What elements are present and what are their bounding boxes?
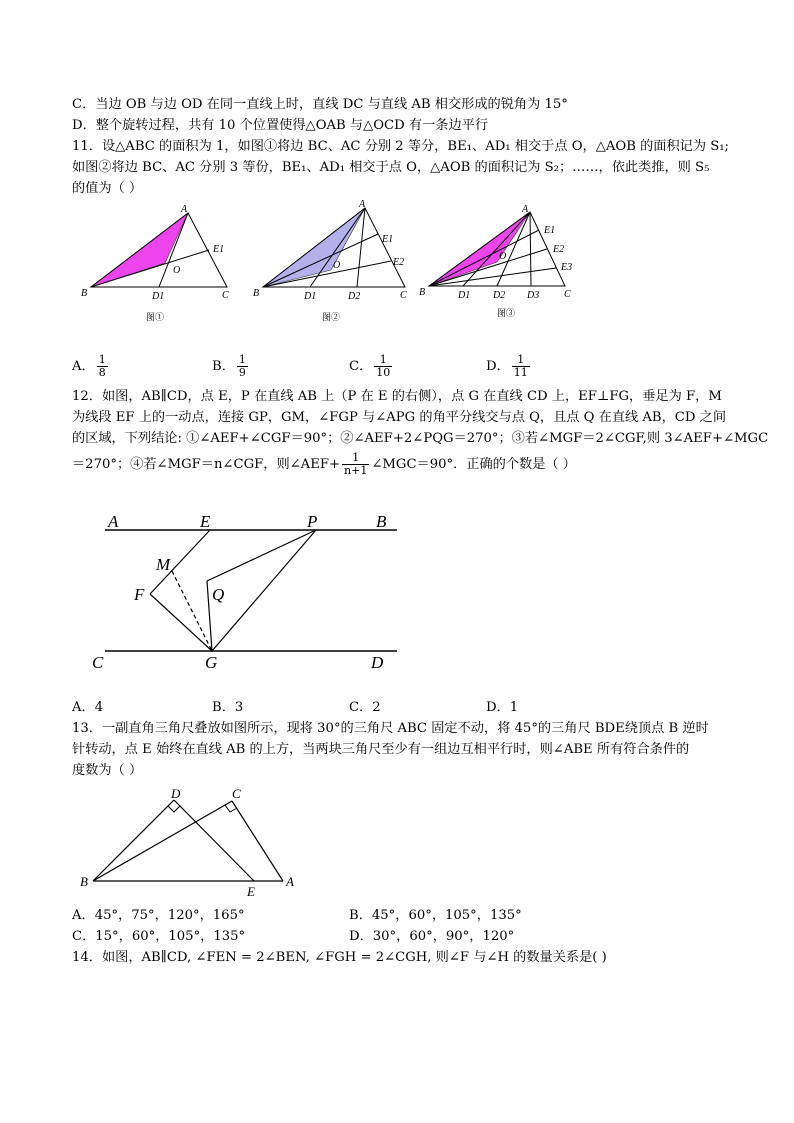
q12-label-a: A [108, 512, 119, 531]
q11-text-line3: 的值为（ ） [72, 181, 143, 196]
q12-fraction [342, 452, 369, 477]
q13-option-d: D．30°，60°，90°，120° [349, 929, 515, 944]
q12-label-f: F [134, 585, 145, 604]
q13-segment-ca [232, 801, 283, 881]
q13-label-d: D [171, 786, 181, 801]
q10-option-d: D．整个旋转过程，共有 10 个位置使得△OAB 与△OCD 有一条边平行 [72, 118, 489, 133]
q11-option-d-denominator: 11 [513, 366, 528, 379]
q12-label-q: Q [212, 585, 225, 604]
q11-option-a-label: A． [72, 359, 95, 374]
q12-text-line4 [72, 452, 576, 477]
q13-text-line3: 度数为（ ） [72, 763, 143, 778]
q13-segment-bc [93, 801, 232, 881]
q12-text-line2: 为线段 EF 上的一动点，连接 GP，GM，∠FGP 与∠APG 的角平分线交与点 Q，且点 Q 在直线 AB，CD 之间 [72, 410, 727, 425]
q12-fraction-denominator: n+1 [344, 464, 368, 477]
q10-option-c: C．当边 OB 与边 OD 在同一直线上时，直线 DC 与直线 AB 相交形成的锐角为 15° [72, 97, 568, 112]
q13-label-a: A [286, 874, 294, 889]
q11-option-b-fraction [237, 354, 248, 379]
q12-text-line3: 的区域，下列结论: ①∠AEF+∠CGF＝90°；②∠AEF+2∠PQG＝270°；③若∠MGF＝2∠CGF,则 3∠AEF+∠MGC [72, 431, 769, 446]
fig1-label-c: C [222, 290, 229, 301]
q11-option-a-fraction [97, 354, 108, 379]
fig2-label-e1: E1 [382, 234, 394, 245]
q13-option-a: A．45°，75°，120°，165° [72, 908, 245, 923]
q12-option-b: B．3 [212, 700, 244, 715]
fig1-label-a: A [181, 204, 188, 215]
q12-text-line1: 12．如图，AB∥CD，点 E，P 在直线 AB 上（P 在 E 的右侧），点 G 在直线 CD 上，EF⊥FG，垂足为 F，M [72, 389, 722, 404]
q11-option-a [72, 354, 110, 379]
q13-label-e: E [247, 884, 255, 899]
fig3-label-a: A [522, 204, 529, 215]
q12-segment-gm-dashed [172, 571, 212, 651]
q11-option-b-numerator: 1 [238, 353, 246, 366]
fig1-caption: 图① [146, 312, 165, 322]
q11-option-c-label: C． [349, 359, 373, 374]
fig2-caption: 图② [322, 312, 341, 322]
fig1-label-e1: E1 [213, 244, 225, 255]
q12-option-c: C．2 [349, 700, 381, 715]
q11-option-d [486, 354, 532, 379]
q11-option-a-numerator: 1 [98, 353, 106, 366]
q11-text-line2: 如图②将边 BC、AC 分别 3 等份，BE₁、AD₁ 相交于点 O，△AOB 的面积记为 S₂；……，依此类推，则 S₅ [72, 160, 710, 175]
q11-option-c [349, 354, 394, 379]
q14-text-line1: 14．如图，AB∥CD, ∠FEN = 2∠BEN, ∠FGH = 2∠CGH, 则∠F 与∠H 的数量关系是( ) [72, 950, 607, 965]
q11-option-a-denominator: 8 [98, 366, 106, 379]
fig3-label-d3: D3 [527, 290, 540, 301]
q13-segment-de [174, 800, 254, 881]
q13-text-line2: 针转动，点 E 始终在直线 AB 的上方，当两块三角尺至少有一组边互相平行时，则∠ABE 所有符合条件的 [72, 742, 690, 757]
q11-option-d-numerator: 1 [512, 354, 530, 367]
q11-option-d-fraction [512, 354, 530, 379]
q13-segment-bd [93, 800, 174, 881]
fig2-label-e2: E2 [393, 257, 405, 268]
fig3-label-o: O [499, 251, 507, 262]
q12-label-e: E [200, 512, 211, 531]
q12-segment-fg [150, 594, 212, 651]
q13-text-line1: 13．一副直角三角尺叠放如图所示，现将 30°的三角尺 ABC 固定不动，将 45°的三角尺 BDE绕顶点 B 逆时 [72, 721, 709, 736]
q13-label-b: B [80, 874, 88, 889]
q12-segment-qp [207, 530, 316, 581]
q12-option-a: A．4 [72, 700, 104, 715]
fig3-caption: 图③ [497, 308, 516, 318]
fig2-label-d1: D1 [304, 291, 317, 302]
fig1-label-d1: D1 [152, 291, 165, 302]
fig3-label-d1: D1 [458, 290, 471, 301]
fig3-label-c: C [564, 289, 571, 300]
fig2-label-o: O [333, 260, 341, 271]
q12-fraction-numerator: 1 [342, 452, 369, 465]
fig3-label-e1: E1 [544, 225, 556, 236]
q13-label-c: C [232, 786, 241, 801]
fig3-label-e2: E2 [553, 244, 565, 255]
fig2-label-a: A [359, 199, 366, 210]
q12-segment-gp [212, 530, 316, 651]
q11-text-line1: 11．设△ABC 的面积为 1，如图①将边 BC、AC 分别 2 等分，BE₁、AD₁ 相交于点 O，△AOB 的面积记为 S₁; [72, 139, 729, 154]
q11-option-c-denominator: 10 [376, 366, 391, 379]
q11-option-b-label: B． [212, 359, 235, 374]
fig3-line-ad1 [463, 212, 530, 286]
q11-option-b [212, 354, 250, 379]
fig3-line-ad3 [530, 212, 531, 286]
fig2-label-b: B [253, 288, 260, 299]
fig1-label-b: B [81, 288, 88, 299]
q12-label-c: C [92, 653, 104, 672]
q12-option-d: D．1 [486, 700, 519, 715]
q13-option-b: B．45°，60°，105°，135° [349, 908, 522, 923]
q12-label-g: G [205, 653, 218, 672]
fig3-line-be1 [429, 230, 539, 286]
fig3-label-e3: E3 [561, 262, 573, 273]
q13-right-angle-d [168, 806, 180, 812]
q12-text-line4-start: ＝270°；④若∠MGF＝n∠CGF，则∠AEF+ [72, 457, 341, 472]
fig3-label-d2: D2 [493, 290, 506, 301]
fig2-label-c: C [400, 290, 407, 301]
fig3-label-b: B [419, 287, 426, 298]
q12-label-b: B [376, 512, 387, 531]
q12-text-line4-end: ∠MGC＝90°．正确的个数是（ ） [371, 457, 576, 472]
q12-label-d: D [371, 653, 384, 672]
fig2-label-d2: D2 [348, 291, 361, 302]
q11-option-d-label: D． [486, 359, 510, 374]
q12-label-p: P [307, 512, 318, 531]
q11-option-b-denominator: 9 [238, 366, 246, 379]
q11-option-c-fraction [374, 354, 392, 379]
q12-label-m: M [156, 555, 171, 574]
fig1-label-o: O [173, 265, 181, 276]
q11-option-c-numerator: 1 [374, 354, 392, 367]
q13-option-c: C．15°，60°，105°，135° [72, 929, 246, 944]
